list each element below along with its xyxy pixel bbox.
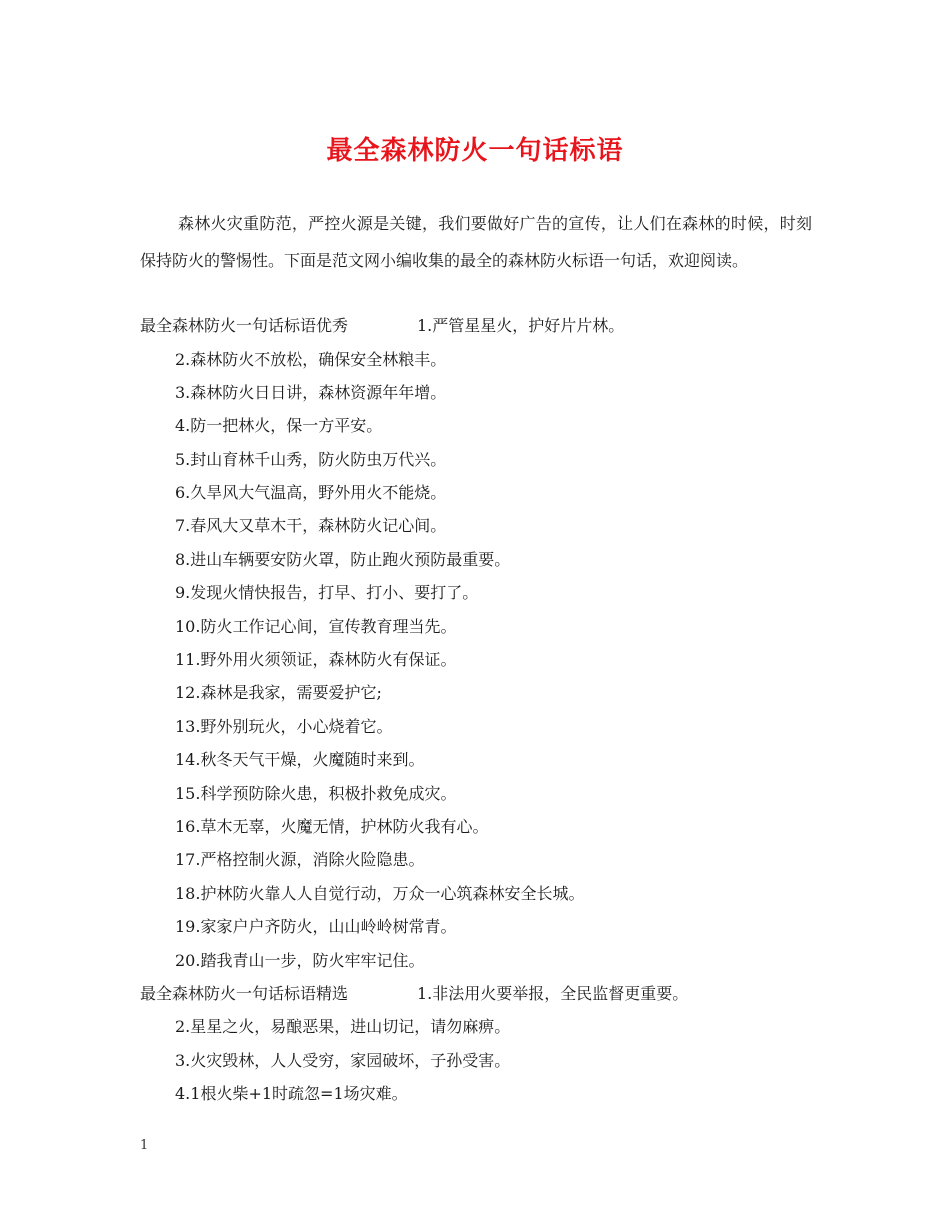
list-item: 12.森林是我家，需要爱护它; — [175, 683, 382, 702]
list-row — [0, 915, 950, 939]
list-row — [0, 414, 950, 438]
list-item: 20.踏我青山一步，防火牢牢记住。 — [175, 951, 425, 970]
list-row — [0, 715, 950, 739]
list-row — [0, 1082, 950, 1106]
list-item: 17.严格控制火源，消除火险隐患。 — [175, 850, 425, 869]
list-row — [0, 648, 950, 672]
list-row — [0, 681, 950, 705]
list-item: 8.进山车辆要安防火罩，防止跑火预防最重要。 — [175, 550, 511, 569]
intro-paragraph: 森林火灾重防范，严控火源是关键，我们要做好广告的宣传，让人们在森林的时候，时刻保持防火的警惕性。下面是范文网小编收集的最全的森林防火标语一句话，欢迎阅读。 — [140, 214, 812, 270]
list-row — [0, 581, 950, 605]
list-item: 4.防一把林火，保一方平安。 — [175, 416, 383, 435]
list-row — [0, 615, 950, 639]
list-item: 5.封山育林千山秀，防火防虫万代兴。 — [175, 450, 447, 469]
list-row — [0, 548, 950, 572]
list-row — [0, 815, 950, 839]
list-item: 3.火灾毁林，人人受穷，家园破坏，子孙受害。 — [175, 1051, 511, 1070]
list-row — [0, 782, 950, 806]
list-item: 16.草木无辜，火魔无情，护林防火我有心。 — [175, 817, 489, 836]
list-item: 15.科学预防除火患，积极扑救免成灾。 — [175, 784, 457, 803]
list-item: 13.野外别玩火，小心烧着它。 — [175, 717, 393, 736]
page-number: 1 — [140, 1138, 149, 1153]
section-heading-row — [0, 314, 950, 338]
list-item: 6.久旱风大气温高，野外用火不能烧。 — [175, 483, 447, 502]
list-item: 4.1根火柴+1时疏忽=1场灾难。 — [175, 1084, 408, 1103]
section-heading-row — [0, 982, 950, 1006]
list-item: 3.森林防火日日讲，森林资源年年增。 — [175, 383, 447, 402]
section-heading: 最全森林防火一句话标语优秀 — [140, 316, 349, 335]
list-item: 1.严管星星火，护好片片林。 — [417, 316, 625, 335]
list-item: 9.发现火情快报告，打早、打小、要打了。 — [175, 583, 479, 602]
list-row — [0, 481, 950, 505]
list-row — [0, 848, 950, 872]
list-row — [0, 882, 950, 906]
page-title: 最全森林防火一句话标语 — [326, 136, 624, 166]
list-item: 2.星星之火，易酿恶果，进山切记，请勿麻痹。 — [175, 1017, 511, 1036]
list-row — [0, 348, 950, 372]
list-item: 2.森林防火不放松，确保安全林粮丰。 — [175, 350, 447, 369]
list-row — [0, 949, 950, 973]
list-item: 7.春风大又草木干，森林防火记心间。 — [175, 516, 447, 535]
section-heading: 最全森林防火一句话标语精选 — [140, 984, 349, 1003]
list-item: 1.非法用火要举报，全民监督更重要。 — [417, 984, 689, 1003]
list-row — [0, 514, 950, 538]
list-item: 11.野外用火须领证，森林防火有保证。 — [175, 650, 457, 669]
list-row — [0, 748, 950, 772]
list-item: 19.家家户户齐防火，山山岭岭树常青。 — [175, 917, 457, 936]
list-row — [0, 448, 950, 472]
list-item: 14.秋冬天气干燥，火魔随时来到。 — [175, 750, 425, 769]
list-row — [0, 1049, 950, 1073]
list-row — [0, 1015, 950, 1039]
list-row — [0, 381, 950, 405]
list-item: 10.防火工作记心间，宣传教育理当先。 — [175, 617, 457, 636]
list-item: 18.护林防火靠人人自觉行动，万众一心筑森林安全长城。 — [175, 884, 585, 903]
